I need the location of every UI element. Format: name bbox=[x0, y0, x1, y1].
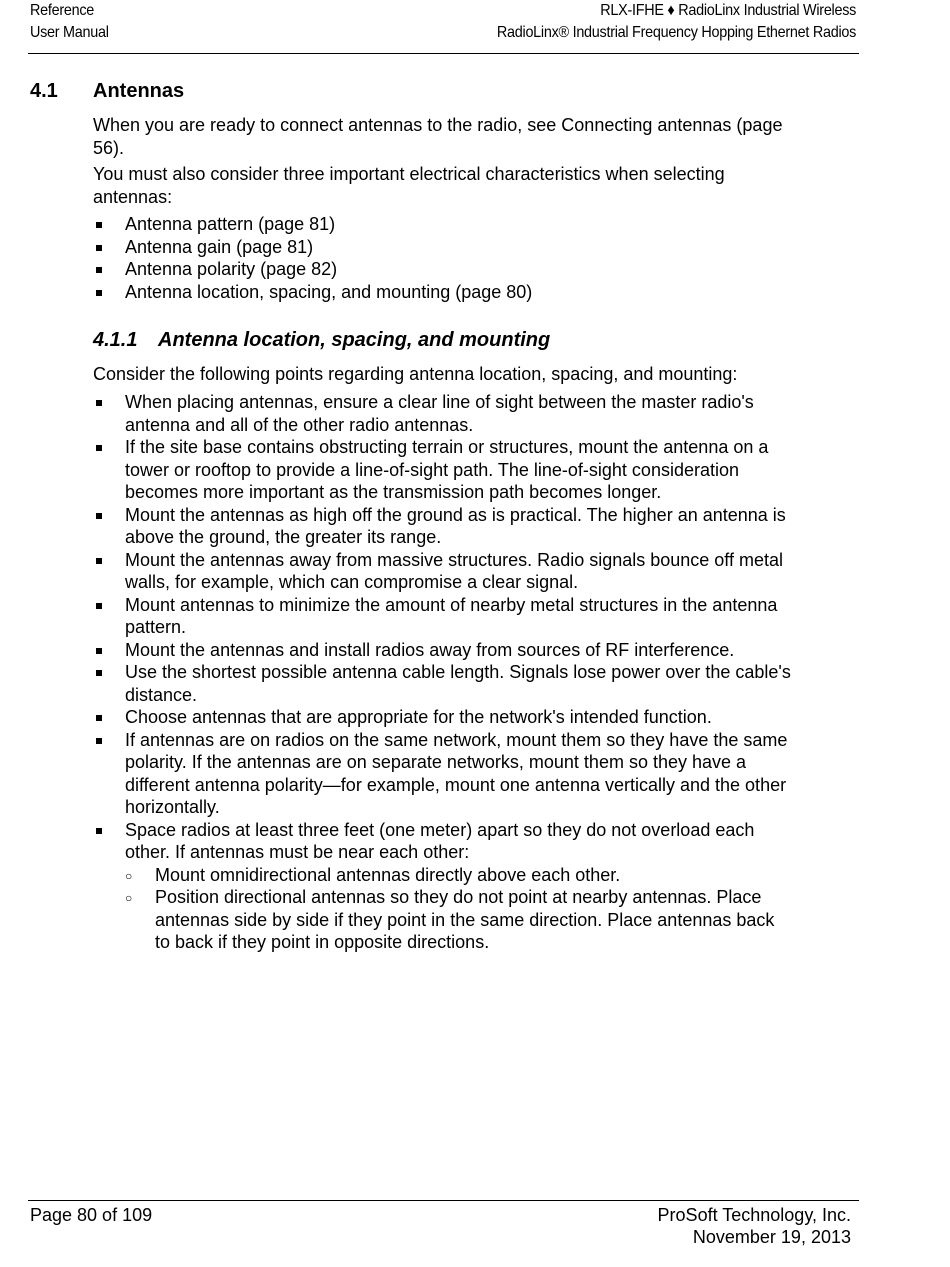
square-bullet-icon bbox=[96, 828, 102, 834]
list-item bbox=[93, 213, 813, 236]
list-item-text: When placing antennas, ensure a clear line of sight between the master radio's antenna and all of the other radio antennas. bbox=[125, 392, 754, 435]
square-bullet-icon bbox=[96, 400, 102, 406]
section-number: 4.1 bbox=[30, 80, 58, 102]
list-item bbox=[93, 819, 793, 954]
list-item-text: Use the shortest possible antenna cable length. Signals lose power over the cable's distance. bbox=[125, 662, 791, 705]
list-item bbox=[93, 549, 793, 594]
footer-right bbox=[658, 1204, 851, 1248]
header-right bbox=[497, 0, 856, 44]
list-item-link[interactable]: Antenna pattern (page 81) bbox=[125, 214, 336, 234]
list-item-text: Mount the antennas and install radios away from sources of RF interference. bbox=[125, 639, 735, 660]
header-doc-kind: User Manual bbox=[30, 24, 109, 41]
list-item-text: Mount antennas to minimize the amount of nearby metal structures in the antenna pattern. bbox=[125, 594, 778, 637]
footer-page-number: Page 80 of 109 bbox=[30, 1205, 153, 1225]
square-bullet-icon bbox=[96, 222, 102, 228]
list-item-text: If antennas are on radios on the same network, mount them so they have the same polarity. If the antennas are on separate networks, mount them so they have a different antenna polarity—for example, mount one antenna vertically and the other horizontally. bbox=[125, 729, 788, 817]
list-item bbox=[93, 391, 793, 436]
subsection-title: Antenna location, spacing, and mounting bbox=[158, 329, 551, 351]
page-header bbox=[0, 0, 950, 56]
list-item bbox=[93, 258, 813, 281]
subsection-number: 4.1.1 bbox=[93, 329, 138, 351]
square-bullet-icon bbox=[96, 267, 102, 273]
footer-company: ProSoft Technology, Inc. bbox=[657, 1205, 851, 1225]
square-bullet-icon bbox=[96, 738, 102, 744]
square-bullet-icon bbox=[96, 648, 102, 654]
list-item bbox=[93, 706, 793, 729]
square-bullet-icon bbox=[96, 603, 102, 609]
section-paragraph-1: When you are ready to connect antennas to the radio, see Connecting antennas (page 56). bbox=[93, 115, 783, 158]
list-item-link[interactable]: Antenna polarity (page 82) bbox=[125, 259, 338, 279]
sub-list-item-text: Position directional antennas so they do not point at nearby antennas. Place antennas side by side if they point in the same direction. Place antennas back to back if they point in opposite directions. bbox=[155, 887, 775, 952]
list-item bbox=[93, 594, 793, 639]
list-item bbox=[93, 729, 793, 819]
header-left bbox=[30, 0, 109, 44]
square-bullet-icon bbox=[96, 290, 102, 296]
footer-date: November 19, 2013 bbox=[692, 1227, 851, 1247]
list-item-link[interactable]: Antenna gain (page 81) bbox=[125, 236, 314, 257]
list-item bbox=[93, 236, 813, 259]
subsection-bullet-list bbox=[93, 391, 793, 954]
list-item-text: Mount the antennas away from massive structures. Radio signals bounce off metal walls, for example, which can compromise a clear signal. bbox=[125, 549, 784, 592]
footer-divider bbox=[28, 1200, 859, 1201]
subsection-intro: Consider the following points regarding antenna location, spacing, and mounting: bbox=[93, 364, 738, 384]
section-title: Antennas bbox=[93, 80, 185, 102]
header-product-name: RadioLinx® Industrial Frequency Hopping Ethernet Radios bbox=[496, 24, 856, 41]
header-doc-type: Reference bbox=[30, 2, 95, 19]
sub-list-item bbox=[125, 886, 793, 954]
section-bullet-list bbox=[93, 213, 813, 303]
square-bullet-icon bbox=[96, 715, 102, 721]
list-item bbox=[93, 504, 793, 549]
square-bullet-icon bbox=[96, 445, 102, 451]
subsection-heading bbox=[93, 327, 550, 353]
list-item-text: If the site base contains obstructing terrain or structures, mount the antenna on a tower or rooftop to provide a line-of-sight path. The line-of-sight consideration becomes more important as the transmission path becomes longer. bbox=[125, 437, 769, 502]
section-paragraph-2: You must also consider three important electrical characteristics when selecting antennas: bbox=[93, 164, 725, 207]
sub-bullet-list bbox=[125, 864, 793, 954]
circle-bullet-icon: ○ bbox=[125, 891, 133, 905]
square-bullet-icon bbox=[96, 670, 102, 676]
header-product-line: RLX-IFHE ♦ RadioLinx Industrial Wireless bbox=[600, 2, 856, 19]
list-item bbox=[93, 436, 793, 504]
list-item-text: Mount the antennas as high off the ground as is practical. The higher an antenna is above the ground, the greater its range. bbox=[125, 504, 786, 547]
list-item-text: Choose antennas that are appropriate for the network's intended function. bbox=[125, 707, 712, 727]
square-bullet-icon bbox=[96, 245, 102, 251]
list-item bbox=[93, 661, 793, 706]
sub-list-item bbox=[125, 864, 793, 887]
square-bullet-icon bbox=[96, 513, 102, 519]
header-divider bbox=[28, 53, 859, 54]
square-bullet-icon bbox=[96, 558, 102, 564]
list-item bbox=[93, 639, 793, 662]
sub-list-item-text: Mount omnidirectional antennas directly above each other. bbox=[155, 864, 621, 885]
list-item-text: Space radios at least three feet (one meter) apart so they do not overload each other. If antennas must be near each other: bbox=[125, 819, 755, 862]
list-item bbox=[93, 281, 813, 304]
circle-bullet-icon: ○ bbox=[125, 868, 133, 883]
list-item-link[interactable]: Antenna location, spacing, and mounting (page 80) bbox=[125, 281, 533, 302]
